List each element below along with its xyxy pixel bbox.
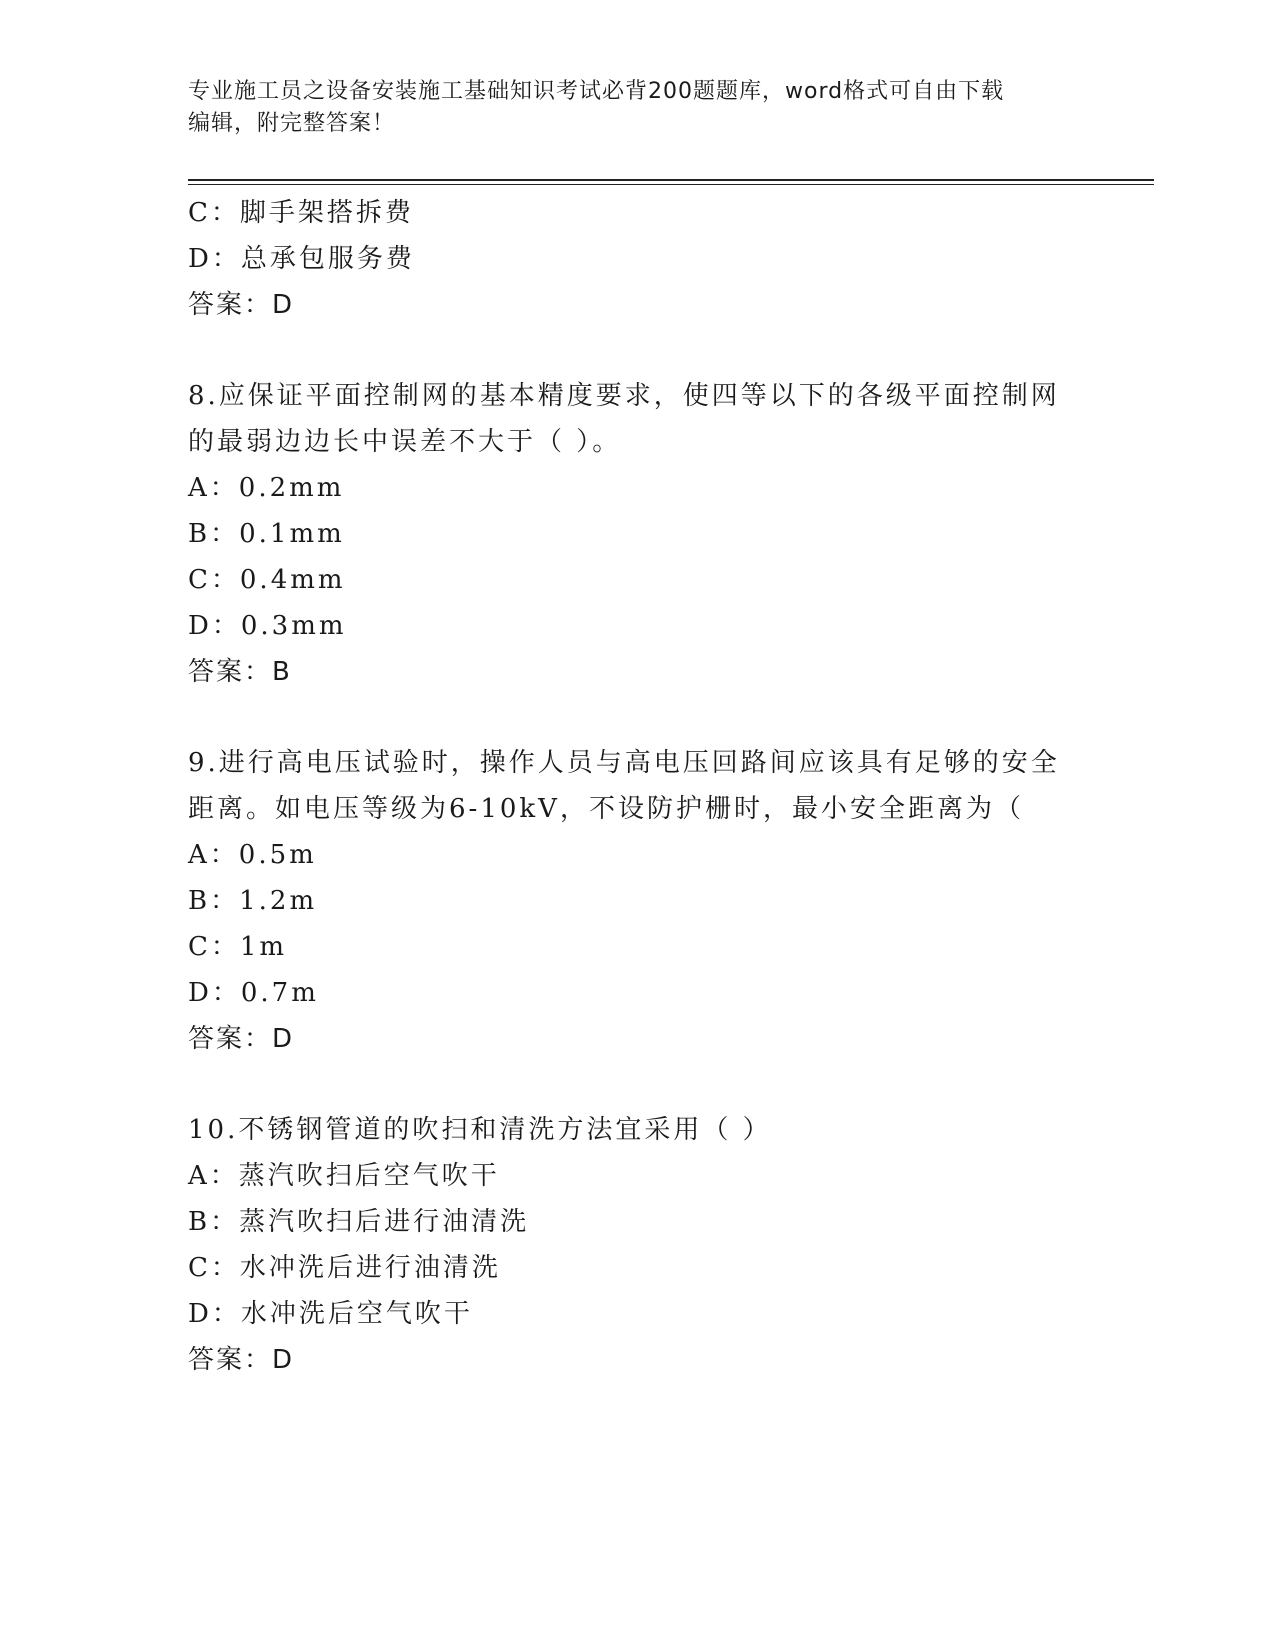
question-9: [188, 740, 1068, 1062]
question-gap: [188, 1062, 1068, 1107]
option-c: C：水冲洗后进行油清洗: [188, 1253, 501, 1283]
header-divider-thick: [188, 179, 1154, 181]
option-b: B：0.1mm: [188, 519, 345, 549]
question-stem-line-2: 的最弱边边长中误差不大于（ ）。: [188, 427, 622, 457]
question-stem-line-1: 9.进行高电压试验时，操作人员与高电压回路间应该具有足够的安全: [188, 748, 1060, 778]
question-stem-line-1: 8.应保证平面控制网的基本精度要求，使四等以下的各级平面控制网: [188, 381, 1060, 411]
answer: 答案：D: [188, 290, 295, 320]
question-list: [188, 190, 1068, 1383]
header-line-2: 编辑，附完整答案！: [188, 111, 396, 136]
option-a: A：蒸汽吹扫后空气吹干: [188, 1161, 500, 1191]
question-10: [188, 1107, 1068, 1383]
header-divider-thin: [188, 184, 1154, 185]
answer: 答案：D: [188, 1345, 295, 1375]
option-d: D：0.3mm: [188, 611, 347, 641]
answer: 答案：D: [188, 1024, 295, 1054]
option-a: A：0.2mm: [188, 473, 345, 503]
question-gap: [188, 695, 1068, 740]
question-7: [188, 190, 1068, 328]
option-c: C：脚手架搭拆费: [188, 198, 414, 228]
option-d: D：水冲洗后空气吹干: [188, 1299, 473, 1329]
question-gap: [188, 328, 1068, 373]
question-8: [188, 373, 1068, 695]
question-stem-line-1: 10.不锈钢管道的吹扫和清洗方法宜采用（ ）: [188, 1115, 772, 1145]
header-line-1: 专业施工员之设备安装施工基础知识考试必背200题题库，word格式可自由下载: [188, 79, 1005, 104]
option-d: D：0.7m: [188, 978, 319, 1008]
option-a: A：0.5m: [188, 840, 317, 870]
option-c: C：1m: [188, 932, 288, 962]
page-header: [188, 76, 1068, 140]
option-c: C：0.4mm: [188, 565, 346, 595]
question-stem-line-2: 距离。如电压等级为6-10kV，不设防护栅时，最小安全距离为（: [188, 794, 1024, 824]
option-d: D：总承包服务费: [188, 244, 415, 274]
answer: 答案：B: [188, 657, 292, 687]
option-b: B：蒸汽吹扫后进行油清洗: [188, 1207, 530, 1237]
option-b: B：1.2m: [188, 886, 318, 916]
